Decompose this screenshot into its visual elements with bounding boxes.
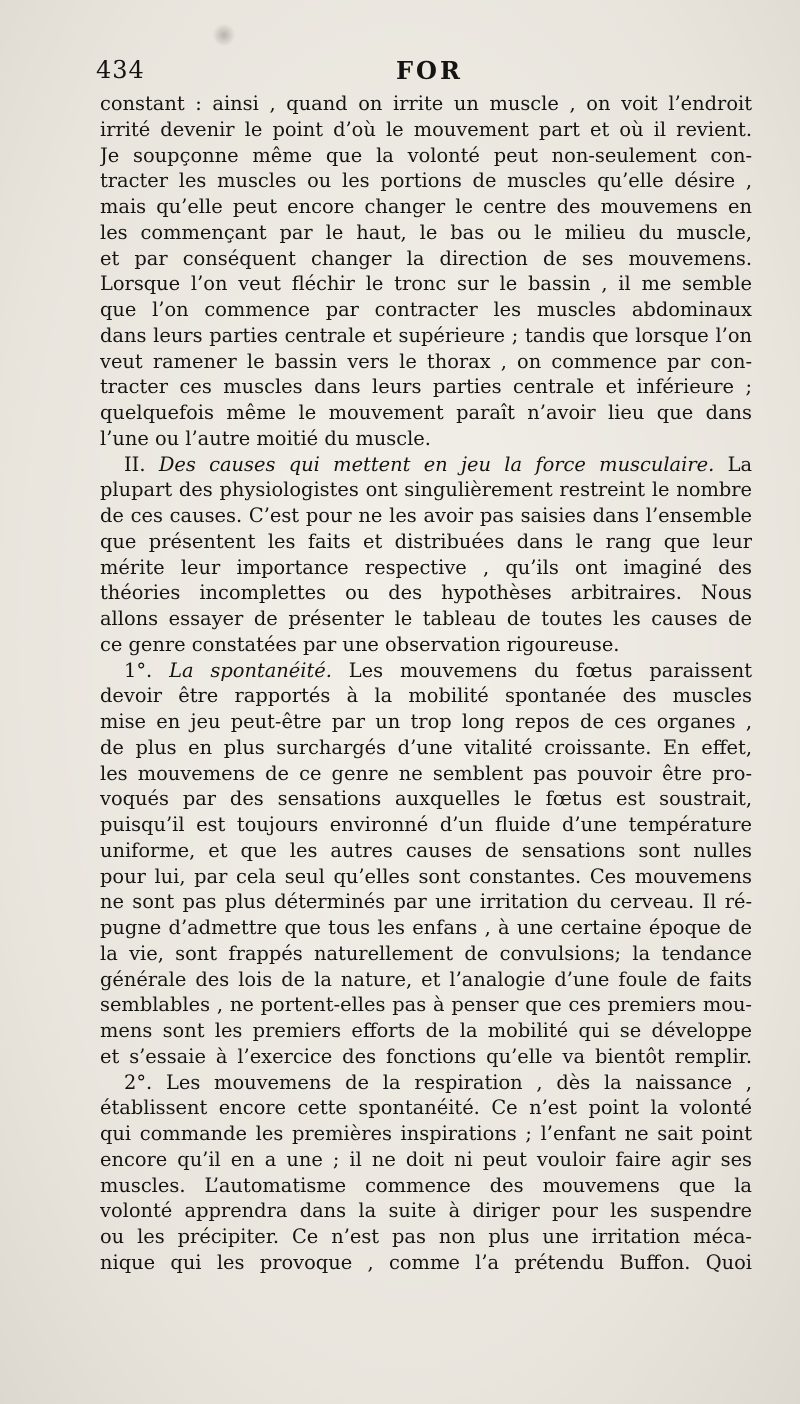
text-line: dans leurs parties centrale et supérieure ; tandis que lorsque l’on (100, 323, 752, 347)
running-head: FOR (396, 56, 463, 85)
page-header (96, 56, 756, 90)
text-line: nique qui les provoque , comme l’a prétendu Buffon. Quoi (100, 1250, 752, 1274)
text-line: devoir être rapportés à la mobilité spontanée des muscles (100, 684, 752, 708)
body-text (100, 91, 752, 1276)
text-line: puisqu’il est toujours environné d’un fluide d’une température (100, 813, 752, 836)
text-line: voqués par des sensations auxquelles le fœtus est soustrait, (100, 787, 752, 811)
section-title: Des causes qui mettent en jeu la force musculaire. (158, 452, 715, 476)
text-line: muscles. L’automatisme commence des mouvemens que la (100, 1173, 752, 1197)
text-line: ou les précipiter. Ce n’est pas non plus une irritation méca- (100, 1225, 752, 1248)
text-line: que présentent les faits et distribuées dans le rang que leur (100, 529, 752, 553)
text-line: l’une ou l’autre moitié du muscle. (100, 426, 431, 450)
text-line: allons essayer de présenter le tableau de toutes les causes de (100, 607, 752, 630)
text-fragment: Les mouvemens du fœtus paraissent (348, 658, 752, 682)
text-line: plupart des physiologistes ont singulièrement restreint le nombre (100, 478, 752, 502)
text-line: ne sont pas plus déterminés par une irritation du cerveau. Il ré- (100, 890, 752, 914)
text-line: la vie, sont frappés naturellement de convulsions; la tendance (100, 941, 752, 965)
text-line: et par conséquent changer la direction de ses mouvemens. (100, 246, 752, 270)
text-line: mens sont les premiers efforts de la mobilité qui se développe (100, 1019, 752, 1042)
ink-smudge (212, 24, 236, 46)
text-line: établissent encore cette spontanéité. Ce n’est point la volonté (100, 1096, 752, 1120)
text-line: générale des lois de la nature, et l’analogie d’une foule de faits (100, 967, 752, 991)
text-line: Je soupçonne même que la volonté peut non-seulement con- (100, 143, 752, 167)
text-line: veut ramener le bassin vers le thorax , on commence par con- (100, 349, 752, 373)
page-number: 434 (96, 56, 145, 84)
text-line: tracter ces muscles dans leurs parties centrale et inférieure ; (100, 375, 752, 399)
text-line: pugne d’admettre que tous les enfans , à une certaine époque de (100, 916, 752, 939)
text-line: constant : ainsi , quand on irrite un muscle , on voit l’endroit (100, 92, 752, 115)
text-line: tracter les muscles ou les portions de muscles qu’elle désire , (100, 169, 752, 193)
text-line: encore qu’il en a une ; il ne doit ni peut vouloir faire agir ses (100, 1147, 752, 1171)
text-fragment: La (727, 452, 752, 476)
text-line: uniforme, et que les autres causes de sensations sont nulles (100, 838, 752, 862)
text-line: mise en jeu peut-être par un trop long repos de ces organes , (100, 710, 752, 733)
text-line: mérite leur importance respective , qu’ils ont imaginé des (100, 555, 752, 579)
text-line: qui commande les premières inspirations ; l’enfant ne sait point (100, 1122, 752, 1145)
text-line: théories incomplettes ou des hypothèses arbitraires. Nous (100, 581, 752, 605)
section-number: II. (124, 452, 146, 476)
item-heading-line: 2°. Les mouvemens de la respiration , dès la naissance , (124, 1070, 752, 1094)
text-line: de plus en plus surchargés d’une vitalité croissante. En effet, (100, 735, 752, 759)
text-line: et s’essaie à l’exercice des fonctions qu’elle va bientôt remplir. (100, 1044, 752, 1068)
text-line: volonté apprendra dans la suite à diriger pour les suspendre (100, 1199, 752, 1223)
text-line: mais qu’elle peut encore changer le centre des mouvemens en (100, 195, 752, 218)
text-line: les commençant par le haut, le bas ou le milieu du muscle, (100, 220, 752, 244)
text-line: pour lui, par cela seul qu’elles sont constantes. Ces mouvemens (100, 864, 752, 888)
text-line: semblables , ne portent-elles pas à penser que ces premiers mou- (100, 993, 752, 1017)
section-heading-line (100, 452, 752, 478)
item-heading-line (100, 658, 752, 684)
text-line: irrité devenir le point d’où le mouvement part et où il revient. (100, 117, 752, 141)
text-line: que l’on commence par contracter les muscles abdominaux (100, 298, 752, 321)
text-line: Lorsque l’on veut fléchir le tronc sur le bassin , il me semble (100, 272, 752, 296)
text-line: les mouvemens de ce genre ne semblent pas pouvoir être pro- (100, 761, 752, 785)
text-line: de ces causes. C’est pour ne les avoir pas saisies dans l’ensemble (100, 504, 752, 527)
text-line: ce genre constatées par une observation rigoureuse. (100, 632, 620, 656)
item-number: 1°. (124, 658, 153, 682)
text-line: quelquefois même le mouvement paraît n’avoir lieu que dans (100, 401, 752, 424)
item-title: La spontanéité. (169, 658, 332, 682)
